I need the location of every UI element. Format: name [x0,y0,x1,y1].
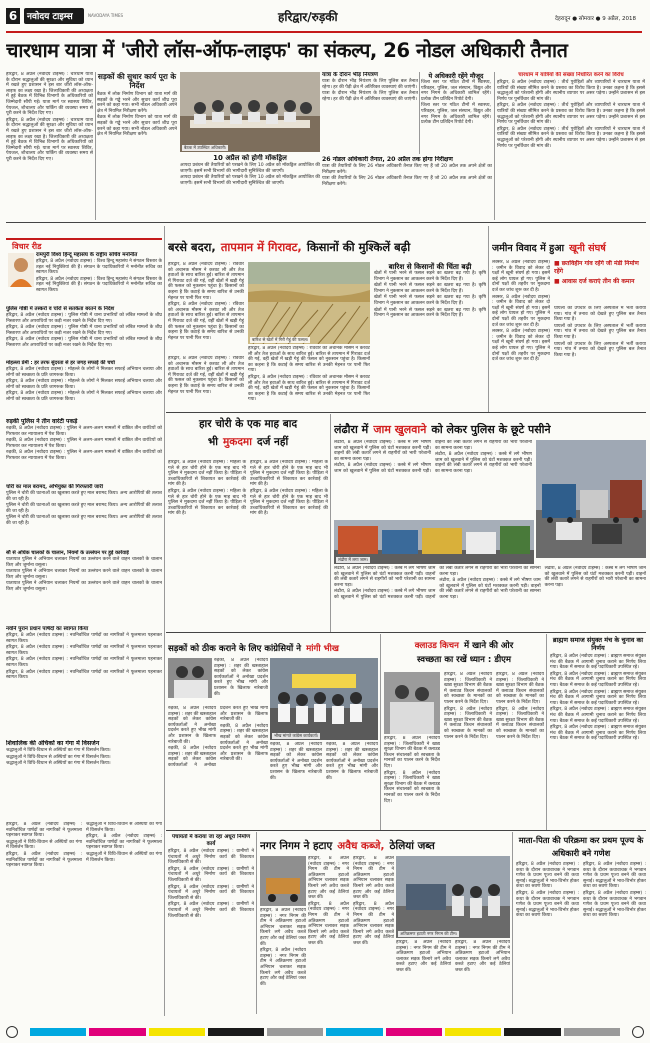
ganesh-head: माता-पिता की परिक्रमा कर प्रथम पूज्य के अधिकारी बने गणेश [518,835,644,858]
protest-small-illustration [168,658,212,698]
lead-col3-para-more: यात्रा के दौरान भीड़ नियंत्रण के लिए पुलिस बल तैनात रहेगा। हर की पैड़ी क्षेत्र में अतिरिक्त व्यवस्थाएं की जाएंगी। [322,91,418,102]
kitchen-head-tail: में खाने की ओर [463,641,514,651]
section-rule [166,830,646,831]
weather-side-para-more3: खेतों में पानी भरने से फसल सड़ने का खतरा बढ़ गया है। कृषि विभाग ने नुकसान का आकलन करने के निर्देश दिए हैं। [374,307,486,319]
lead-sub1-para-more: आपदा प्रबंधन की तैयारियों को परखने के लिए 10 अप्रैल को मॉकड्रिल आयोजित की जाएगी। इसमें सभी विभागों की भागीदारी सुनिश्चित की जाएगी। [180,175,320,186]
vhp-text2-para-more: हरिद्वार, 8 अप्रैल (नवोदय टाइम्स) : पुलिस गोष्ठी में थाना प्रभारियों को लंबित मामलों के शीघ्र निस्तारण और अपराधियों पर कड़ी नजर रखने के निर्देश दिए गए। [6,325,162,336]
swatch-grey-2 [564,1028,620,1036]
nigam-para-4: हरिद्वार, 8 अप्रैल (नवोदय टाइम्स) : नगर निगम की टीम ने अतिक्रमण हटाओ अभियान चलाकर सड़क किनारे लगे अवैध कब्जे हटाए और कई ठेलियां जब्त कीं। [353,856,394,901]
protest-illustration [270,658,378,740]
bottom-t2b-para-more5: श्रद्धालुओं ने विधि-विधान से अस्थियों का गंगा में विसर्जन किया। [86,851,162,863]
bottom-t2-para-more2: श्रद्धालुओं ने विधि-विधान से अस्थियों का गंगा में विसर्जन किया। [6,761,111,767]
lead-sub2-head: 26 नोडल अधिकारी तैनात, 20 अप्रैल तक होगा निरीक्षण [322,156,453,163]
land-bullet-2-text: आवास दर्ज कराएं तीन की कमान [561,278,635,285]
weather-headline [168,236,484,258]
encroachment-illustration [396,856,510,938]
vhp-head3: मोहल्ला प्रेमी : हर तरफ सुंदरता से हर जगह सफाई की चर्चा [6,360,115,366]
lead-column-1 [6,72,93,220]
nigam-para: हरिद्वार, 8 अप्रैल (नवोदय टाइम्स) : नगर निगम की टीम ने अतिक्रमण हटाओ अभियान चलाकर सड़क किनारे लगे अवैध कब्जे हटाए और कई ठेलियां जब्त कीं। [260,908,306,947]
lead-col4-para: जिला स्तर पर गठित टीमों में स्वास्थ्य, परिवहन, पुलिस, जल संस्थान, विद्युत और नगर निगम के अधिकारी शामिल रहेंगे। प्रत्येक टीम प्रतिदिन रिपोर्ट देगी। [421,80,491,102]
col-divider [256,832,257,1014]
road-headline [168,636,378,654]
masthead-rule [6,31,642,33]
jam-para-4: लंढौरा, 8 अप्रैल (नवोदय टाइम्स) : कस्बे में लगे भीषण जाम को खुलवाने में पुलिस को घंटों मशक्कत करनी पड़ी। वाहनों की लंबी कतारें लगने से राहगीरों को भारी परेशानी का सामना करना पड़ा। [439,578,541,600]
section-rule [166,632,646,633]
vhp-text5-para-more2: पुलिस ने चोरी की घटनाओं का खुलासा करते हुए माल बरामद किया। अन्य आरोपियों की तलाश की जा रही है। [6,515,162,526]
lead-headline-text: चारधाम यात्रा में 'जीरो लॉस-ऑफ-लाइफ' का संकल्प, 26 नोडल अधिकारी तैनात [6,39,568,62]
kitchen-photo [384,672,440,734]
col-divider [494,72,495,220]
bottom-t1 [6,633,162,681]
ganesh-para-more2: हरिद्वार, 8 अप्रैल (नवोदय टाइम्स) : कथा के दौरान कथावाचक ने भगवान गणेश के प्रथम पूज्य बनने की कथा सुनाई। श्रद्धालुओं ने भाव-विभोर होकर कथा का श्रवण किया। [583,862,646,890]
theft-headline [168,416,328,456]
col-divider [95,72,96,220]
weather-side-para: खेतों में पानी भरने से फसल सड़ने का खतरा बढ़ गया है। कृषि विभाग ने नुकसान का आकलन करने के निर्देश दिए हैं। [374,271,486,282]
vhp-story-4 [6,418,162,482]
nigam-photo-small [260,856,306,906]
theft-head-line1: हार चोरी के एक माह बाद [198,418,298,430]
land-headline [492,236,646,256]
lead-col3-para: यात्रा के दौरान भीड़ नियंत्रण के लिए पुलिस बल तैनात रहेगा। हर की पैड़ी क्षेत्र में अतिरिक्त व्यवस्थाएं की जाएंगी। [322,79,418,90]
land-para-3: घायलों को उपचार के लिए अस्पताल में भर्ती कराया गया। गांव में तनाव को देखते हुए पुलिस बल तैनात किया गया है। [554,323,646,340]
land-text-col2 [554,306,646,410]
nigam-para-2: हरिद्वार, 8 अप्रैल (नवोदय टाइम्स) : नगर निगम की टीम ने अतिक्रमण हटाओ अभियान चलाकर सड़क किनारे लगे अवैध कब्जे हटाए और कई ठेलियां जब्त कीं। [308,856,349,901]
vhp-text2 [6,313,162,349]
bottom-t3-para: हरिद्वार, 8 अप्रैल (नवोदय टाइम्स) : ग्रामीणों ने पंचायतों में अधूरे निर्माण कार्य की शिकायत जिलाधिकारी से की। [168,849,254,866]
nigam-head-tail: ठेलियां जब्त [389,840,435,852]
jam-photo-wide [334,520,534,564]
road-para: रुड़की, 8 अप्रैल (नवोदय टाइम्स) : शहर की खस्ताहाल सड़कों को लेकर कांग्रेस कार्यकर्ताओं ने अनोखा प्रदर्शन करते हुए भीख मांगी और प्रशासन के खिलाफ नारेबाजी की। [214,658,268,697]
weather-head-black: बरसे बदरा, [168,240,216,254]
vhp-strip-label: विचार रीड [12,242,42,250]
land-para-2: घायलों को उपचार के लिए अस्पताल में भर्ती कराया गया। गांव में तनाव को देखते हुए पुलिस बल तैनात किया गया है। [554,306,646,323]
vhp-text4-para: रुड़की, 8 अप्रैल (नवोदय टाइम्स) : पुलिस ने अलग-अलग मामलों में वांछित तीन वारंटियों को गिरफ्तार कर न्यायालय में पेश किया। [6,426,162,437]
section-title: हरिद्वार/रुड़की [278,10,338,24]
lead-sub2-text [322,164,492,187]
color-swatches [30,1028,620,1036]
jam-para-more2: लंढौरा, 8 अप्रैल (नवोदय टाइम्स) : कस्बे में लगे भीषण जाम को खुलवाने में पुलिस को घंटों मशक्कत करनी पड़ी। वाहनों की लंबी कतारें लगने से राहगीरों को भारी परेशानी का सामना करना पड़ा। [435,452,532,474]
vhp-head4: रुड़की पुलिस ने तीन वारंटी पकड़े [6,418,78,425]
lead-column-2 [97,72,177,220]
bottom-t3-para-more: हरिद्वार, 8 अप्रैल (नवोदय टाइम्स) : ग्रामीणों ने पंचायतों में अधूरे निर्माण कार्य की शिकायत जिलाधिकारी से की। [168,866,254,883]
vhp-text4-para-more2: रुड़की, 8 अप्रैल (नवोदय टाइम्स) : पुलिस ने अलग-अलग मामलों में वांछित तीन वारंटियों को गिरफ्तार कर न्यायालय में पेश किया। [6,450,162,461]
lead-col2-para-more: बैठक में लोक निर्माण विभाग को यात्रा मार्ग की सड़कों के गड्ढे भरने और सुधार कार्य शीघ्र पूरा करने को कहा गया। सभी नोडल अधिकारी अपने क्षेत्र में नियमित निरीक्षण करेंगे। [97,115,177,138]
road-head-black: सड़कों को ठीक कराने के लिए कांग्रेसियों ने [168,644,302,654]
vhp-head5: चोरी का माल बरामद, अभियुक्त की गिरफ्तारी जारी [6,484,103,490]
theft-para-more: हरिद्वार, 8 अप्रैल (नवोदय टाइम्स) : महिला के गले से हार चोरी होने के एक माह बाद भी पुलिस ने मुकदमा दर्ज नहीं किया है। पीड़िता ने उच्चाधिकारियों से शिकायत कर कार्रवाई की मांग की है। [168,488,246,517]
land-text-col1 [492,260,550,410]
lead-col2-head: सड़कों की सुधार कार्य पूरा के निर्देश [97,72,177,90]
theft-head-line2 [168,432,328,450]
nigam-para-3: हरिद्वार, 8 अप्रैल (नवोदय टाइम्स) : नगर निगम की टीम ने अतिक्रमण हटाओ अभियान चलाकर सड़क किनारे लगे अवैध कब्जे हटाए और कई ठेलियां जब्त कीं। [308,901,349,946]
land-para: लक्सर, 8 अप्रैल (नवोदय टाइम्स) : जमीन के विवाद को लेकर दो पक्षों में खूनी संघर्ष हो गया। इसमें कई लोग घायल हो गए। पुलिस ने दोनों पक्षों की तहरीर पर मुकदमा दर्ज कर जांच शुरू कर दी है। [492,260,550,293]
vhp-story-3 [6,360,162,416]
road-text-bottom [168,706,268,826]
ganesh-text [516,862,646,1008]
lead-side-para-more2: हरिद्वार, 8 अप्रैल (नवोदय टाइम्स) : तीर्थ पुरोहितों और व्यापारियों ने चारधाम यात्रा में यात्रियों की संख्या सीमित करने के प्रस्ताव का विरोध किया है। उनका कहना है कि इससे श्रद्धालुओं को परेशानी होगी और स्थानीय व्यापार पर असर पड़ेगा। उन्होंने प्रशासन से इस निर्णय पर पुनर्विचार की मांग की। [497,126,645,149]
land-para-4: घायलों को उपचार के लिए अस्पताल में भर्ती कराया गया। गांव में तनाव को देखते हुए पुलिस बल तैनात किया गया है। [554,341,646,358]
nigam-para-5: हरिद्वार, 8 अप्रैल (नवोदय टाइम्स) : नगर निगम की टीम ने अतिक्रमण हटाओ अभियान चलाकर सड़क किनारे लगे अवैध कब्जे हटाए और कई ठेलियां जब्त कीं। [353,901,394,946]
bottom-t2-para: श्रद्धालुओं ने विधि-विधान से अस्थियों का गंगा में विसर्जन किया। [6,748,111,753]
jam-head-black: लंढौरा में [334,423,369,436]
wheat-field-illustration [248,262,370,344]
ganesh-para: हरिद्वार, 8 अप्रैल (नवोदय टाइम्स) : कथा के दौरान कथावाचक ने भगवान गणेश के प्रथम पूज्य बनने की कथा सुनाई। श्रद्धालुओं ने भाव-विभोर होकर कथा का श्रवण किया। [516,862,579,890]
road-para-6: रुड़की, 8 अप्रैल (नवोदय टाइम्स) : शहर की खस्ताहाल सड़कों को लेकर कांग्रेस कार्यकर्ताओं ने अनोखा प्रदर्शन करते हुए भीख मांगी और प्रशासन के खिलाफ नारेबाजी की। [326,742,378,781]
nigam-para-6: हरिद्वार, 8 अप्रैल (नवोदय टाइम्स) : नगर निगम की टीम ने अतिक्रमण हटाओ अभियान चलाकर सड़क किनारे लगे अवैध कब्जे हटाए और कई ठेलियां जब्त कीं। [396,940,451,973]
lead-sub1-head: 10 अप्रैल को होगी मॉकड्रिल [213,154,287,162]
road-photo [270,658,378,740]
weather-para-3: हरिद्वार, 8 अप्रैल (नवोदय टाइम्स) : रविवार को अचानक मौसम ने करवट ली और तेज हवाओं के साथ बारिश हुई। बारिश से तापमान में गिरावट दर्ज की गई, वहीं खेतों में खड़ी गेहूं की फसल को नुकसान पहुंचा है। किसानों का कहना है कि कटाई के समय बारिश से उनकी मेहनत पर पानी फिर गया। [248,374,370,403]
samaj-head: ब्राह्मण समाज संयुक्त मंच के चुनाव का निर्णय [552,636,644,652]
theft-para-more2: हरिद्वार, 8 अप्रैल (नवोदय टाइम्स) : महिला के गले से हार चोरी होने के एक माह बाद भी पुलिस ने मुकदमा दर्ज नहीं किया है। पीड़िता ने उच्चाधिकारियों से शिकायत कर कार्रवाई की मांग की है। [250,460,328,488]
samaj-para-more4: हरिद्वार, 8 अप्रैल (नवोदय टाइम्स) : ब्राह्मण समाज संयुक्त मंच की बैठक में आगामी चुनाव कराने का निर्णय लिया गया। बैठक में समाज के कई पदाधिकारी उपस्थित रहे। [550,725,646,742]
dateline: देहरादून ● सोमवार ● 9 अप्रैल, 2018 [554,16,636,22]
jam-photo-caption: लंढौरा में लगा जाम। [338,557,369,562]
jam-headline [334,418,646,436]
samaj-text [550,654,646,742]
weather-text-below-photo [248,346,370,404]
lead-col4-para-more: जिला स्तर पर गठित टीमों में स्वास्थ्य, परिवहन, पुलिस, जल संस्थान, विद्युत और नगर निगम के अधिकारी शामिल रहेंगे। प्रत्येक टीम प्रतिदिन रिपोर्ट देगी। [421,103,491,126]
weather-side-head: बारिश से किसानों की चिंता बढ़ी [388,262,472,271]
lead-col1-text-more: हरिद्वार, 8 अप्रैल (नवोदय टाइम्स) : चारधाम यात्रा के दौरान श्रद्धालुओं की सुरक्षा और सुविधा को ध्यान में रखते हुए प्रशासन ने इस बार जीरो लॉस-ऑफ-लाइफ का लक्ष्य रखा है। जिलाधिकारी की अध्यक्षता में हुई बैठक में विभिन्न विभागों के अधिकारियों को जिम्मेदारी सौंपी गई। यात्रा मार्ग पर स्वास्थ्य शिविर, पेयजल, शौचालय और पार्किंग की व्यवस्था समय से पूरी करने के निर्देश दिए गए। [6,117,93,162]
vhp-text4-para-more: रुड़की, 8 अप्रैल (नवोदय टाइम्स) : पुलिस ने अलग-अलग मामलों में वांछित तीन वारंटियों को गिरफ्तार कर न्यायालय में पेश किया। [6,438,162,449]
swatch-magenta [89,1028,145,1036]
lead-side-text [497,80,645,149]
land-head-red: खूनी संघर्ष [569,243,606,254]
nigam-head-red: अवैध कब्जे, [337,840,385,852]
weather-side-text [374,271,486,319]
nigam-photo-caption: अतिक्रमण हटाती नगर निगम की टीम। [400,931,458,936]
jam-para-5: लंढौरा, 8 अप्रैल (नवोदय टाइम्स) : कस्बे में लगे भीषण जाम को खुलवाने में पुलिस को घंटों मशक्कत करनी पड़ी। वाहनों की लंबी कतारें लगने से राहगीरों को भारी परेशानी का सामना करना पड़ा। [544,566,646,588]
road-para-5: रुड़की, 8 अप्रैल (नवोदय टाइम्स) : शहर की खस्ताहाल सड़कों को लेकर कांग्रेस कार्यकर्ताओं ने अनोखा प्रदर्शन करते हुए भीख मांगी और प्रशासन के खिलाफ नारेबाजी की। [270,742,322,781]
weather-para-more: हरिद्वार, 8 अप्रैल (नवोदय टाइम्स) : रविवार को अचानक मौसम ने करवट ली और तेज हवाओं के साथ बारिश हुई। बारिश से तापमान में गिरावट दर्ज की गई, वहीं खेतों में खड़ी गेहूं की फसल को नुकसान पहुंचा है। किसानों का कहना है कि कटाई के समय बारिश से उनकी मेहनत पर पानी फिर गया। [168,302,244,341]
land-bullet-2: ■ आवास दर्ज कराएं तीन की कमान [554,278,635,285]
jam-head-red: जाम खुलवाने [373,423,427,436]
lead-sub2-para: यात्रा की तैयारियों के लिए 26 नोडल अधिकारी तैनात किए गए हैं जो 20 अप्रैल तक अपने क्षेत्रों का निरीक्षण करेंगे। [322,164,492,175]
bottom-t2b-para: हरिद्वार, 8 अप्रैल (नवोदय टाइम्स) : नवनिर्वाचित पार्षदों का नागरिकों ने फूलमाला पहनाकर स्वागत किया। [6,822,82,839]
swatch-black-2 [504,1028,560,1036]
ganesh-para-more: हरिद्वार, 8 अप्रैल (नवोदय टाइम्स) : कथा के दौरान कथावाचक ने भगवान गणेश के प्रथम पूज्य बनने की कथा सुनाई। श्रद्धालुओं ने भाव-विभोर होकर कथा का श्रवण किया। [516,890,579,919]
bottom-t2b-para-more: श्रद्धालुओं ने विधि-विधान से अस्थियों का गंगा में विसर्जन किया। [6,839,82,851]
weather-para-2: हरिद्वार, 8 अप्रैल (नवोदय टाइम्स) : रविवार को अचानक मौसम ने करवट ली और तेज हवाओं के साथ बारिश हुई। बारिश से तापमान में गिरावट दर्ज की गई, वहीं खेतों में खड़ी गेहूं की फसल को नुकसान पहुंचा है। किसानों का कहना है कि कटाई के समय बारिश से उनकी मेहनत पर पानी फिर गया। [248,346,370,374]
land-bullet-1-text: छतविहीन गांव रहेंगे जी मंडी निर्माण रहेंगे [554,260,639,275]
registration-mark-right [632,1026,644,1038]
col-divider [512,832,513,1014]
nigam-headline [260,834,510,852]
bottom-t3-para-more2: हरिद्वार, 8 अप्रैल (नवोदय टाइम्स) : ग्रामीणों ने पंचायतों में अधूरे निर्माण कार्य की शिकायत जिलाधिकारी से की। [168,884,254,901]
masthead [0,0,650,34]
weather-head-red: तापमान में गिरावट, [220,240,302,254]
road-para-3: रुड़की, 8 अप्रैल (नवोदय टाइम्स) : शहर की खस्ताहाल सड़कों को लेकर कांग्रेस कार्यकर्ताओं ने अनोखा प्रदर्शन करते हुए भीख मांगी और प्रशासन के खिलाफ नारेबाजी की। [168,706,268,768]
section-label [272,6,380,26]
meeting-photo-illustration [180,72,320,152]
lead-sub1 [180,154,320,220]
bottom-t3 [168,849,254,919]
brand-small: NAVODAYA TIMES [88,13,124,18]
bottom-story-3 [168,834,254,1012]
bottom-t2b-para-more4: हरिद्वार, 8 अप्रैल (नवोदय टाइम्स) : नवनिर्वाचित पार्षदों का नागरिकों ने फूलमाला पहनाकर स्वागत किया। [86,834,162,851]
swatch-yellow [149,1028,205,1036]
bottom-t2b [6,822,162,1012]
nigam-head-black: नगर निगम ने हटाए [260,840,333,852]
theft-text [168,460,328,630]
bottom-h2: शिवालिक की अंचिकों का गंगा में विसर्जन [6,740,100,747]
land-para-more: लक्सर, 8 अप्रैल (नवोदय टाइम्स) : जमीन के विवाद को लेकर दो पक्षों में खूनी संघर्ष हो गया। इसमें कई लोग घायल हो गए। पुलिस ने दोनों पक्षों की तहरीर पर मुकदमा दर्ज कर जांच शुरू कर दी है। [492,294,550,328]
swatch-cyan-2 [326,1028,382,1036]
lead-column-4 [421,72,491,156]
kitchen-text-under-photo [384,736,440,828]
nigam-text-under-photo [396,940,510,1012]
jam-text-bottom [334,566,646,630]
registration-mark-left [6,1026,18,1038]
lead-side-story [497,72,645,220]
lead-col1-text: हरिद्वार, 8 अप्रैल (नवोदय टाइम्स) : चारधाम यात्रा के दौरान श्रद्धालुओं की सुरक्षा और सुविधा को ध्यान में रखते हुए प्रशासन ने इस बार जीरो लॉस-ऑफ-लाइफ का लक्ष्य रखा है। जिलाधिकारी की अध्यक्षता में हुई बैठक में विभिन्न विभागों के अधिकारियों को जिम्मेदारी सौंपी गई। यात्रा मार्ग पर स्वास्थ्य शिविर, पेयजल, शौचालय और पार्किंग की व्यवस्था समय से पूरी करने के निर्देश दिए गए। [6,72,93,117]
jam-photo [536,440,646,558]
road-text-under-photo [270,742,378,826]
bottom-t1-para: हरिद्वार, 8 अप्रैल (नवोदय टाइम्स) : नवनिर्वाचित पार्षदों का नागरिकों ने फूलमाला पहनाकर स्वागत किया। [6,633,162,644]
samaj-story [550,636,646,828]
jam-para-3: लंढौरा, 8 अप्रैल (नवोदय टाइम्स) : कस्बे में लगे भीषण जाम को खुलवाने में पुलिस को घंटों मशक्कत करनी पड़ी। वाहनों की लंबी कतारें लगने से राहगीरों को भारी परेशानी का सामना करना पड़ा। [334,566,541,600]
road-head-red: मांगी भीख [306,644,339,654]
kitchen-headline [384,636,544,670]
bottom-story-2 [6,740,162,820]
nigam-photo [396,856,510,938]
road-text-top [214,658,268,704]
lead-sub1-para: आपदा प्रबंधन की तैयारियों को परखने के लिए 10 अप्रैल को मॉकड्रिल आयोजित की जाएगी। इसमें सभी विभागों की भागीदारी सुनिश्चित की जाएगी। [180,163,320,174]
kitchen-para-more2: हरिद्वार, 8 अप्रैल (नवोदय टाइम्स) : जिलाधिकारी ने खाद्य सुरक्षा विभाग की बैठक में क्लाउड किचन संचालकों को स्वच्छता के मानकों का पालन करने के निर्देश दिए। [496,672,544,705]
lead-col4-head: ये अधिकारी रहेंगे मौजूद [428,72,484,80]
dm-meeting-illustration [384,672,440,734]
brand-name: नवोदय टाइम्स [27,12,73,22]
vhp-text3-para-more2: हरिद्वार, 8 अप्रैल (नवोदय टाइम्स) : मोहल्ले के लोगों ने मिलकर सफाई अभियान चलाया और लोगों को स्वच्छता के प्रति जागरूक किया। [6,391,162,402]
vhp-text5 [6,491,162,527]
vhp-text6-para: यातायात पुलिस ने अभियान चलाकर नियमों का उल्लंघन करने वाले वाहन चालकों के चालान किए और जुर्माना वसूला। [6,557,162,568]
vhp-story-6 [6,550,162,624]
traffic-jam-illustration [536,440,646,558]
vhp-story-5 [6,484,162,548]
lead-headline [6,35,646,69]
vhp-lead-para: हरिद्वार, 8 अप्रैल (नवोदय टाइम्स) : विश्व हिन्दू महासंघ ने संगठन विस्तार के तहत नई नियुक्तियां की हैं। संगठन के पदाधिकारियों ने मनोनीत सचिव का स्वागत किया। [36,259,162,276]
kitchen-para-5: हरिद्वार, 8 अप्रैल (नवोदय टाइम्स) : जिलाधिकारी ने खाद्य सुरक्षा विभाग की बैठक में क्लाउड किचन संचालकों को स्वच्छता के मानकों का पालन करने के निर्देश दिए। [384,770,440,804]
portrait-illustration [8,253,34,287]
vhp-lead-text [36,259,162,294]
lead-side-head: चारधाम में यात्रियों की संख्या निर्धारित करने का विरोध [518,72,624,78]
bottom-story-2b [6,822,162,1012]
bottom-t1-para-more: हरिद्वार, 8 अप्रैल (नवोदय टाइम्स) : नवनिर्वाचित पार्षदों का नागरिकों ने फूलमाला पहनाकर स्वागत किया। [6,645,162,656]
col-divider [546,634,547,830]
vhp-head2: पुलिस गोष्ठी में तस्करों व चोरों से सतर्कता बरतने के निर्देश [6,306,115,312]
col-divider [380,634,381,830]
jam-text-top [334,440,532,518]
weather-para-4: हरिद्वार, 8 अप्रैल (नवोदय टाइम्स) : रविवार को अचानक मौसम ने करवट ली और तेज हवाओं के साथ बारिश हुई। बारिश से तापमान में गिरावट दर्ज की गई, वहीं खेतों में खड़ी गेहूं की फसल को नुकसान पहुंचा है। किसानों का कहना है कि कटाई के समय बारिश से उनकी मेहनत पर पानी फिर गया। [168,356,244,395]
swatch-yellow-2 [445,1028,501,1036]
road-para-4: रुड़की, 8 अप्रैल (नवोदय टाइम्स) : शहर की खस्ताहाल सड़कों को लेकर कांग्रेस कार्यकर्ताओं ने अनोखा प्रदर्शन करते हुए भीख मांगी और प्रशासन के खिलाफ नारेबाजी की। [220,723,268,763]
vhp-text2-para-more2: हरिद्वार, 8 अप्रैल (नवोदय टाइम्स) : पुलिस गोष्ठी में थाना प्रभारियों को लंबित मामलों के शीघ्र निस्तारण और अपराधियों पर कड़ी नजर रखने के निर्देश दिए गए। [6,337,162,348]
section-rule [6,222,646,223]
kitchen-text [444,672,544,828]
lead-side-para: हरिद्वार, 8 अप्रैल (नवोदय टाइम्स) : तीर्थ पुरोहितों और व्यापारियों ने चारधाम यात्रा में यात्रियों की संख्या सीमित करने के प्रस्ताव का विरोध किया है। उनका कहना है कि इससे श्रद्धालुओं को परेशानी होगी और स्थानीय व्यापार पर असर पड़ेगा। उन्होंने प्रशासन से इस निर्णय पर पुनर्विचार की मांग की। [497,80,645,102]
weather-para: हरिद्वार, 8 अप्रैल (नवोदय टाइम्स) : रविवार को अचानक मौसम ने करवट ली और तेज हवाओं के साथ बारिश हुई। बारिश से तापमान में गिरावट दर्ज की गई, वहीं खेतों में खड़ी गेहूं की फसल को नुकसान पहुंचा है। किसानों का कहना है कि कटाई के समय बारिश से उनकी मेहनत पर पानी फिर गया। [168,262,244,301]
kitchen-para-more3: हरिद्वार, 8 अप्रैल (नवोदय टाइम्स) : जिलाधिकारी ने खाद्य सुरक्षा विभाग की बैठक में क्लाउड किचन संचालकों को स्वच्छता के मानकों का पालन करने के निर्देश दिए। [496,706,544,740]
nigam-para-7: हरिद्वार, 8 अप्रैल (नवोदय टाइम्स) : नगर निगम की टीम ने अतिक्रमण हटाओ अभियान चलाकर सड़क किनारे लगे अवैध कब्जे हटाए और कई ठेलियां जब्त कीं। [455,940,510,973]
samaj-para-more2: हरिद्वार, 8 अप्रैल (नवोदय टाइम्स) : ब्राह्मण समाज संयुक्त मंच की बैठक में आगामी चुनाव कराने का निर्णय लिया गया। बैठक में समाज के कई पदाधिकारी उपस्थित रहे। [550,689,646,706]
col-divider [164,226,165,1016]
land-bullet-1: ■ छतविहीन गांव रहेंगे जी मंडी निर्माण रहेंगे [554,260,639,275]
lead-sub2 [322,156,492,220]
cart-illustration [260,856,306,906]
lead-sub1-text [180,163,320,186]
vhp-strip [6,238,162,250]
kitchen-head-line1 [384,636,544,653]
nigam-text-col2 [308,856,394,1012]
bottom-t1-para-more3: हरिद्वार, 8 अप्रैल (नवोदय टाइम्स) : नवनिर्वाचित पार्षदों का नागरिकों ने फूलमाला पहनाकर स्वागत किया। [6,669,162,681]
vhp-text3-para: हरिद्वार, 8 अप्रैल (नवोदय टाइम्स) : मोहल्ले के लोगों ने मिलकर सफाई अभियान चलाया और लोगों को स्वच्छता के प्रति जागरूक किया। [6,367,162,378]
vhp-lead-para-more: हरिद्वार, 8 अप्रैल (नवोदय टाइम्स) : विश्व हिन्दू महासंघ ने संगठन विस्तार के तहत नई नियुक्तियां की हैं। संगठन के पदाधिकारियों ने मनोनीत सचिव का स्वागत किया। [36,276,162,293]
lead-column-3 [322,72,418,154]
kitchen-head-line2: स्वच्छता का रखें ध्यान : डीएम [416,655,512,665]
lead-col2-text [97,92,177,138]
col-divider [488,226,489,412]
land-para-more2: लक्सर, 8 अप्रैल (नवोदय टाइम्स) : जमीन के विवाद को लेकर दो पक्षों में खूनी संघर्ष हो गया। इसमें कई लोग घायल हो गए। पुलिस ने दोनों पक्षों की तहरीर पर मुकदमा दर्ज कर जांच शुरू कर दी है। [492,329,550,363]
vhp-text3-para-more: हरिद्वार, 8 अप्रैल (नवोदय टाइम्स) : मोहल्ले के लोगों ने मिलकर सफाई अभियान चलाया और लोगों को स्वच्छता के प्रति जागरूक किया। [6,379,162,390]
bottom-story-1 [6,626,162,736]
weather-side-para-more2: खेतों में पानी भरने से फसल सड़ने का खतरा बढ़ गया है। कृषि विभाग ने नुकसान का आकलन करने के निर्देश दिए हैं। [374,295,486,306]
theft-head-bhi: भी [207,436,218,448]
swatch-grey [267,1028,323,1036]
lead-sub2-para-more: यात्रा की तैयारियों के लिए 26 नोडल अधिकारी तैनात किए गए हैं जो 20 अप्रैल तक अपने क्षेत्रों का निरीक्षण करेंगे। [322,176,492,187]
vhp-text5-para-more: पुलिस ने चोरी की घटनाओं का खुलासा करते हुए माल बरामद किया। अन्य आरोपियों की तलाश की जा रही है। [6,503,162,514]
bottom-t3-para-more3: हरिद्वार, 8 अप्रैल (नवोदय टाइम्स) : ग्रामीणों ने पंचायतों में अधूरे निर्माण कार्य की शिकायत जिलाधिकारी से की। [168,902,254,919]
swatch-magenta-2 [386,1028,442,1036]
vhp-text6 [6,557,162,593]
jam-head-tail: को लेकर पुलिस के छूटे पसीने [431,423,551,436]
bottom-t2b-para-more2: हरिद्वार, 8 अप्रैल (नवोदय टाइम्स) : नवनिर्वाचित पार्षदों का नागरिकों ने फूलमाला पहनाकर स्वागत किया। [6,851,82,869]
nigam-para-more: हरिद्वार, 8 अप्रैल (नवोदय टाइम्स) : नगर निगम की टीम ने अतिक्रमण हटाओ अभियान चलाकर सड़क किनारे लगे अवैध कब्जे हटाए और कई ठेलियां जब्त कीं। [260,948,306,987]
weather-head-tail: किसानों की मुश्किलें बढ़ी [306,240,411,254]
footer-registration-strip [0,1020,650,1043]
col-divider [419,72,420,154]
weather-side [374,262,486,404]
bottom-h1: नवनि पुरान प्रधान पार्षदों का स्वागत किया [6,626,89,632]
weather-side-para-more: खेतों में पानी भरने से फसल सड़ने का खतरा बढ़ गया है। कृषि विभाग ने नुकसान का आकलन करने के निर्देश दिए हैं। [374,283,486,294]
vhp-text4 [6,426,162,462]
kitchen-para-4: हरिद्वार, 8 अप्रैल (नवोदय टाइम्स) : जिलाधिकारी ने खाद्य सुरक्षा विभाग की बैठक में क्लाउड किचन संचालकों को स्वच्छता के मानकों का पालन करने के निर्देश दिए। [384,736,440,769]
vhp-head6: सौ से अधिक चालकों के चालान, नियमों के उल्लंघन पर हुई कार्रवाई [6,550,129,556]
nigam-text-col1 [260,908,306,1012]
kitchen-head-red: क्लाउड किचन [414,641,459,651]
samaj-para-more3: हरिद्वार, 8 अप्रैल (नवोदय टाइम्स) : ब्राह्मण समाज संयुक्त मंच की बैठक में आगामी चुनाव कराने का निर्णय लिया गया। बैठक में समाज के कई पदाधिकारी उपस्थित रहे। [550,707,646,724]
road-para-2: रुड़की, 8 अप्रैल (नवोदय टाइम्स) : शहर की खस्ताहाल सड़कों को लेकर कांग्रेस कार्यकर्ताओं ने अनोखा प्रदर्शन करते हुए भीख मांगी और प्रशासन के खिलाफ नारेबाजी की। [168,706,216,745]
bottom-t1-para-more2: हरिद्वार, 8 अप्रैल (नवोदय टाइम्स) : नवनिर्वाचित पार्षदों का नागरिकों ने फूलमाला पहनाकर स्वागत किया। [6,657,162,668]
swatch-cyan [30,1028,86,1036]
vhp-lead-story [36,252,162,304]
section-rule [166,412,646,413]
jam-para-2: लंढौरा, 8 अप्रैल (नवोदय टाइम्स) : कस्बे में लगे भीषण जाम को खुलवाने में पुलिस को घंटों मशक्कत करनी पड़ी। वाहनों की लंबी कतारें लगने से राहगीरों को भारी परेशानी का सामना करना पड़ा। [334,566,436,588]
road-photo-caption: भीख मांगते कांग्रेस कार्यकर्ता। [274,733,319,738]
vhp-text5-para: पुलिस ने चोरी की घटनाओं का खुलासा करते हुए माल बरामद किया। अन्य आरोपियों की तलाश की जा रही है। [6,491,162,502]
jam-para: लंढौरा, 8 अप्रैल (नवोदय टाइम्स) : कस्बे में लगे भीषण जाम को खुलवाने में पुलिस को घंटों मशक्कत करनी पड़ी। वाहनों की लंबी कतारें लगने से राहगीरों को भारी परेशानी का सामना करना पड़ा। [334,440,431,462]
vhp-portrait [8,253,34,287]
swatch-black [208,1028,264,1036]
lead-col3-text [322,79,418,102]
bottom-t2-para-more: श्रद्धालुओं ने विधि-विधान से अस्थियों का गंगा में विसर्जन किया। [6,754,111,760]
lead-col3-head: यात्रा के दौरान भीड़ नियंत्रण [322,72,378,78]
weather-text-col1b [168,356,244,404]
theft-head-tail: दर्ज नहीं [257,436,289,448]
vhp-text6-para-more: यातायात पुलिस ने अभियान चलाकर नियमों का उल्लंघन करने वाले वाहन चालकों के चालान किए और जुर्माना वसूला। [6,569,162,580]
road-photo-small [168,658,212,698]
lead-col2-para: बैठक में लोक निर्माण विभाग को यात्रा मार्ग की सड़कों के गड्ढे भरने और सुधार कार्य शीघ्र पूरा करने को कहा गया। सभी नोडल अधिकारी अपने क्षेत्र में नियमित निरीक्षण करेंगे। [97,92,177,114]
col-divider [330,414,331,632]
page-number: 6 [6,8,20,24]
kitchen-para-more: हरिद्वार, 8 अप्रैल (नवोदय टाइम्स) : जिलाधिकारी ने खाद्य सुरक्षा विभाग की बैठक में क्लाउड किचन संचालकों को स्वच्छता के मानकों का पालन करने के निर्देश दिए। [444,706,492,740]
ganesh-para-more3: हरिद्वार, 8 अप्रैल (नवोदय टाइम्स) : कथा के दौरान कथावाचक ने भगवान गणेश के प्रथम पूज्य बनने की कथा सुनाई। श्रद्धालुओं ने भाव-विभोर होकर कथा का श्रवण किया। [583,890,646,919]
lead-side-para-more: हरिद्वार, 8 अप्रैल (नवोदय टाइम्स) : तीर्थ पुरोहितों और व्यापारियों ने चारधाम यात्रा में यात्रियों की संख्या सीमित करने के प्रस्ताव का विरोध किया है। उनका कहना है कि इससे श्रद्धालुओं को परेशानी होगी और स्थानीय व्यापार पर असर पड़ेगा। उन्होंने प्रशासन से इस निर्णय पर पुनर्विचार की मांग की। [497,103,645,126]
weather-photo [248,262,370,344]
theft-para: हरिद्वार, 8 अप्रैल (नवोदय टाइम्स) : महिला के गले से हार चोरी होने के एक माह बाद भी पुलिस ने मुकदमा दर्ज नहीं किया है। पीड़िता ने उच्चाधिकारियों से शिकायत कर कार्रवाई की मांग की है। [168,460,246,488]
samaj-para-more: हरिद्वार, 8 अप्रैल (नवोदय टाइम्स) : ब्राह्मण समाज संयुक्त मंच की बैठक में आगामी चुनाव कराने का निर्णय लिया गया। बैठक में समाज के कई पदाधिकारी उपस्थित रहे। [550,671,646,688]
ganesh-story [516,834,646,1012]
samaj-para: हरिद्वार, 8 अप्रैल (नवोदय टाइम्स) : ब्राह्मण समाज संयुक्त मंच की बैठक में आगामी चुनाव कराने का निर्णय लिया गया। बैठक में समाज के कई पदाधिकारी उपस्थित रहे। [550,654,646,671]
brand-logo [24,8,84,24]
theft-head-red: मुकदमा [223,436,252,448]
lead-photo [180,72,320,152]
weather-photo-caption: बारिश से खेतों में गिरी गेहूं की फसल। [252,337,309,342]
weather-text-col1 [168,262,244,354]
bottom-h3: पंचायतों में कराया जा रहा अधूरा निर्माण कार्य [171,834,251,847]
vhp-story-2 [6,306,162,358]
bottom-t2b-para-more3: श्रद्धालुओं ने विधि-विधान से अस्थियों का गंगा में विसर्जन किया। [86,822,162,833]
land-head-black: जमीन विवाद में हुआ [492,243,565,254]
kitchen-para: हरिद्वार, 8 अप्रैल (नवोदय टाइम्स) : जिलाधिकारी ने खाद्य सुरक्षा विभाग की बैठक में क्लाउड किचन संचालकों को स्वच्छता के मानकों का पालन करने के निर्देश दिए। [444,672,492,705]
land-bullets [554,260,646,300]
theft-para-more3: हरिद्वार, 8 अप्रैल (नवोदय टाइम्स) : महिला के गले से हार चोरी होने के एक माह बाद भी पुलिस ने मुकदमा दर्ज नहीं किया है। पीड़िता ने उच्चाधिकारियों से शिकायत कर कार्रवाई की मांग की है। [250,488,328,517]
jam-para-more: लंढौरा, 8 अप्रैल (नवोदय टाइम्स) : कस्बे में लगे भीषण जाम को खुलवाने में पुलिस को घंटों मशक्कत करनी पड़ी। वाहनों की लंबी कतारें लगने से राहगीरों को भारी परेशानी का सामना करना पड़ा। [334,440,532,474]
vhp-lead-head: रामपुरी विश्व हिन्दू महासंघ के राष्ट्रीय सचिव मनोनीत [36,252,138,258]
vhp-text2-para: हरिद्वार, 8 अप्रैल (नवोदय टाइम्स) : पुलिस गोष्ठी में थाना प्रभारियों को लंबित मामलों के शीघ्र निस्तारण और अपराधियों पर कड़ी नजर रखने के निर्देश दिए गए। [6,313,162,324]
lead-col4-text [421,80,491,126]
vhp-text6-para-more2: यातायात पुलिस ने अभियान चलाकर नियमों का उल्लंघन करने वाले वाहन चालकों के चालान किए और जुर्माना वसूला। [6,581,162,592]
vhp-text3 [6,367,162,403]
lead-photo-caption: बैठक में उपस्थित अधिकारी। [184,145,227,150]
bottom-t2 [6,748,162,767]
